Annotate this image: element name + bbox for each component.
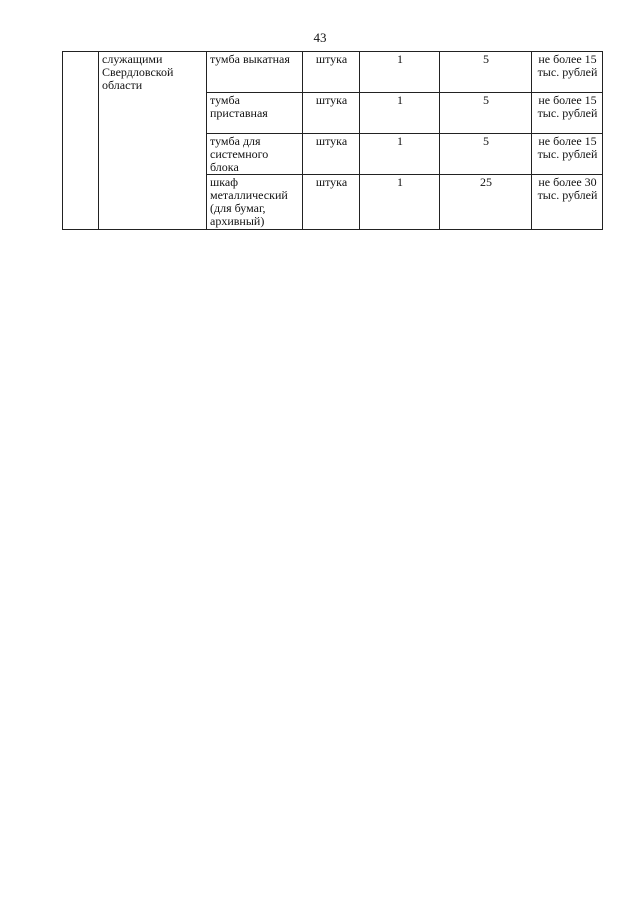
quantity-cell: 1 [360, 52, 440, 93]
quantity-cell: 1 [360, 175, 440, 230]
page-number: 43 [313, 30, 327, 45]
price-cell: не более 30 тыс. рублей [532, 175, 603, 230]
price-cell: не более 15 тыс. рублей [532, 134, 603, 175]
quantity-cell: 1 [360, 93, 440, 134]
furniture-standards-table [62, 51, 603, 230]
group-label-cell: служащими Свердловской области [99, 52, 207, 230]
unit-cell: штука [303, 134, 360, 175]
table-row [63, 52, 603, 93]
number-cell [63, 52, 99, 230]
unit-cell: штука [303, 175, 360, 230]
years-cell: 5 [440, 93, 532, 134]
quantity-cell: 1 [360, 134, 440, 175]
years-cell: 5 [440, 52, 532, 93]
years-cell: 5 [440, 134, 532, 175]
unit-cell: штука [303, 93, 360, 134]
price-cell: не более 15 тыс. рублей [532, 52, 603, 93]
item-cell: тумба выкатная [207, 52, 303, 93]
item-cell: тумба приставная [207, 93, 303, 134]
price-cell: не более 15 тыс. рублей [532, 93, 603, 134]
unit-cell: штука [303, 52, 360, 93]
years-cell: 25 [440, 175, 532, 230]
item-cell: шкаф металлический (для бумаг, архивный) [207, 175, 303, 230]
item-cell: тумба для системного блока [207, 134, 303, 175]
